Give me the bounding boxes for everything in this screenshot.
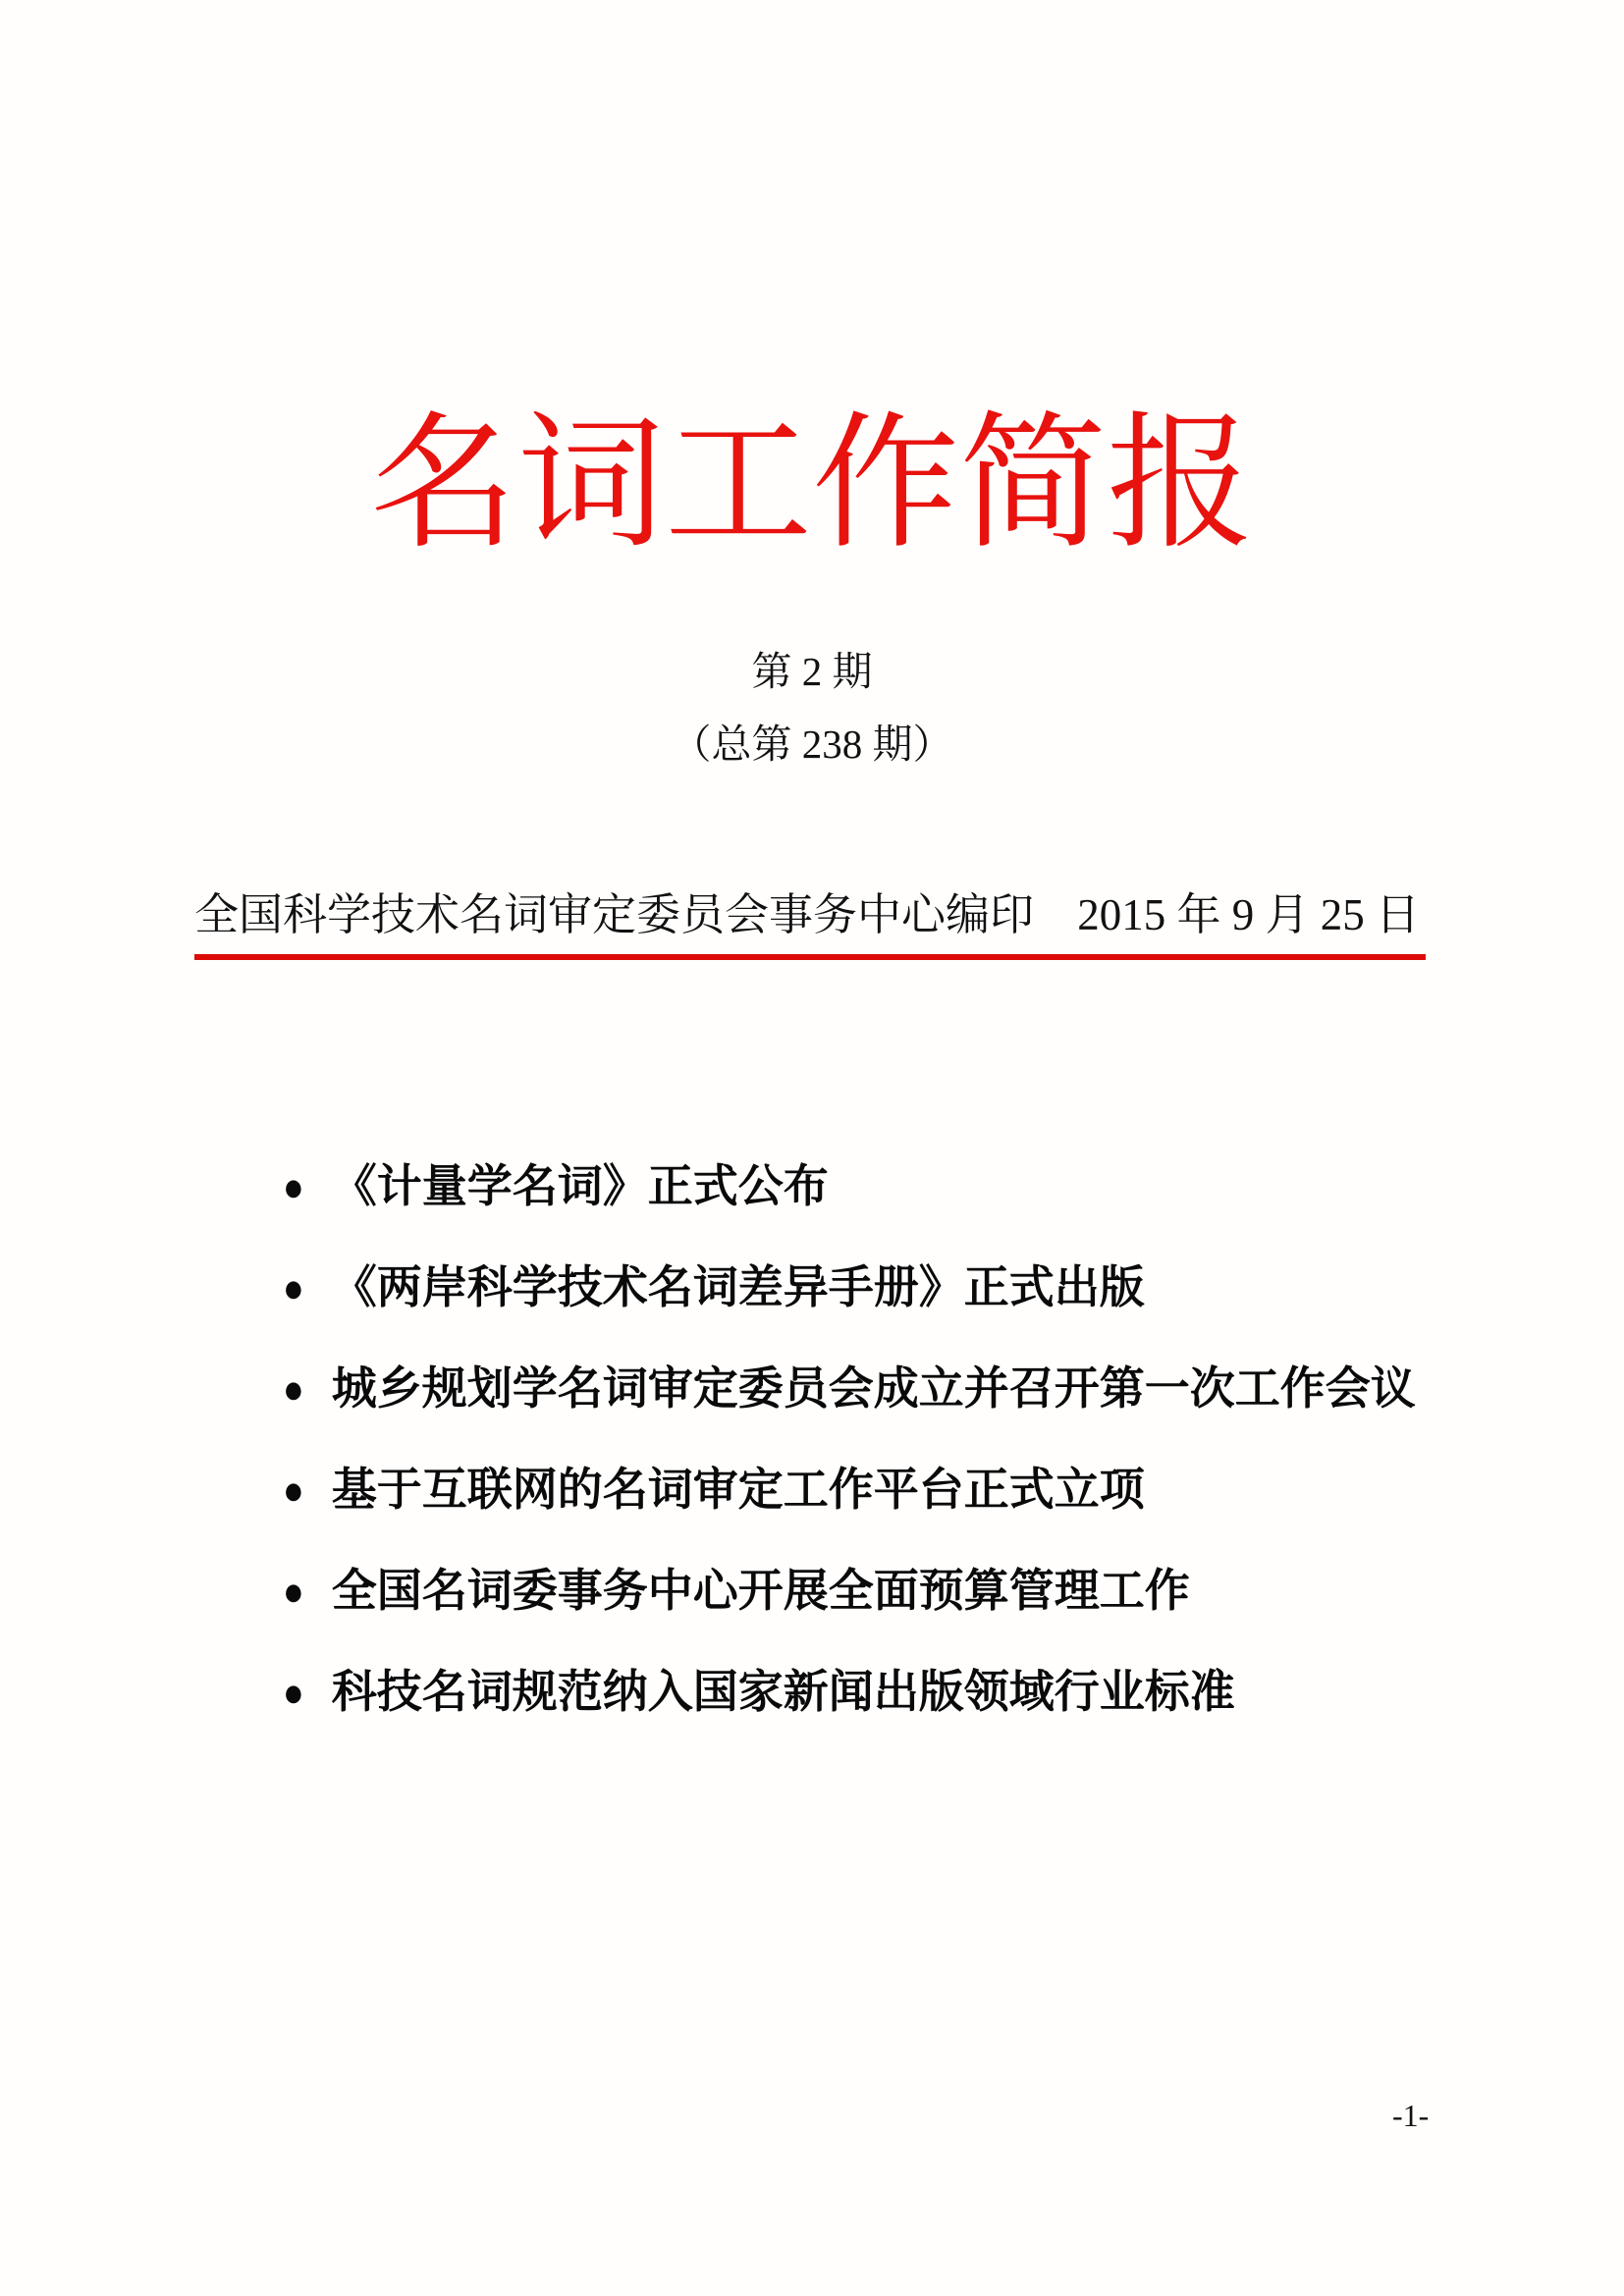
- page-number: -1-: [1392, 2098, 1430, 2133]
- publisher-name: 全国科学技术名词审定委员会事务中心编印: [194, 890, 1035, 939]
- list-item: [283, 1462, 1412, 1518]
- list-item: [283, 1259, 1412, 1315]
- bullet-icon: ●: [283, 1364, 304, 1413]
- list-item: [283, 1361, 1416, 1416]
- highlight-text: 《计量学名词》正式公布: [331, 1160, 829, 1211]
- list-item: [283, 1664, 1412, 1720]
- highlight-text: 科技名词规范纳入国家新闻出版领域行业标准: [331, 1666, 1235, 1717]
- list-item: [283, 1158, 1412, 1214]
- bullet-icon: ●: [283, 1668, 304, 1716]
- issue-number: 第 2 期: [751, 649, 873, 694]
- bullet-icon: ●: [283, 1466, 304, 1514]
- highlight-text: 基于互联网的名词审定工作平台正式立项: [331, 1464, 1145, 1515]
- publish-date: 2015 年 9 月 25 日: [1077, 890, 1420, 939]
- bullet-icon: ●: [283, 1263, 304, 1311]
- highlight-text: 城乡规划学名词审定委员会成立并召开第一次工作会议: [331, 1362, 1416, 1414]
- highlight-text: 《两岸科学技术名词差异手册》正式出版: [331, 1261, 1145, 1312]
- total-issue-number: （总第 238 期）: [671, 721, 953, 767]
- page-title: 名词工作简报: [369, 403, 1254, 566]
- bullet-icon: ●: [283, 1162, 304, 1210]
- bullet-icon: ●: [283, 1567, 304, 1615]
- masthead-rule: [194, 889, 1426, 960]
- highlights-list: [283, 1158, 1416, 1765]
- highlight-text: 全国名词委事务中心开展全面预算管理工作: [331, 1565, 1190, 1616]
- list-item: [283, 1563, 1412, 1619]
